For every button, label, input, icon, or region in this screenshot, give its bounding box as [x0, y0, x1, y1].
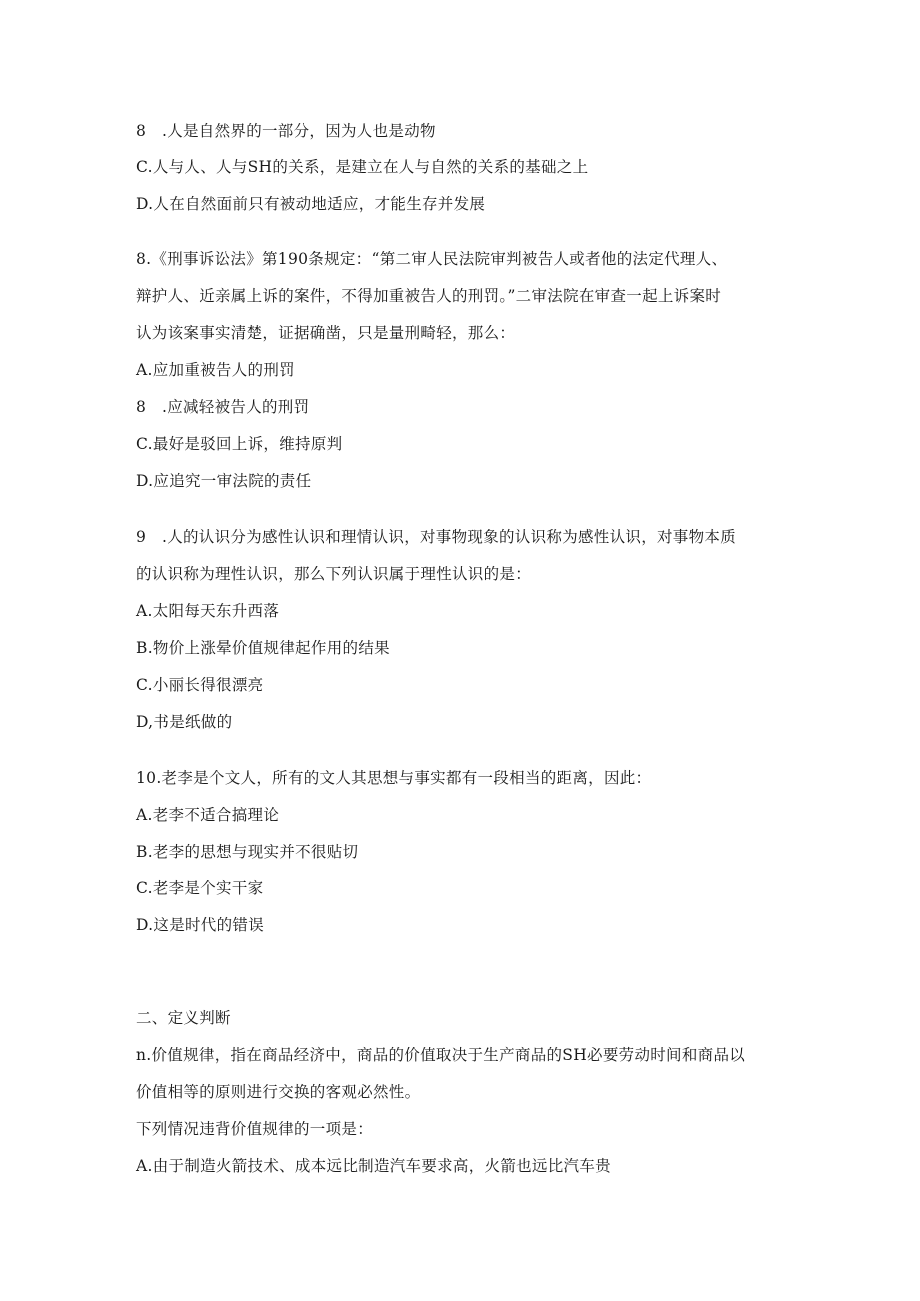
question-stem: 下列情况违背价值规律的一项是： — [136, 1120, 374, 1138]
option-line: D.应追究一审法院的责任 — [136, 472, 312, 490]
definition-line-1: n.价值规律，指在商品经济中，商品的价值取决于生产商品的SH必要劳动时间和商品以 — [136, 1046, 746, 1064]
question-10-line: 10.老李是个文人，所有的文人其思想与事实都有一段相当的距离，因此： — [136, 769, 652, 787]
question-8-line-3: 认为该案事实清楚，证据确凿，只是量刑畸轻，那么： — [136, 324, 516, 342]
option-line: C.最好是驳回上诉，维持原判 — [136, 435, 343, 453]
option-line: 8 .应减轻被告人的刑罚 — [136, 398, 310, 416]
option-line: A.应加重被告人的刑罚 — [136, 361, 295, 379]
option-line: C.人与人、人与SH的关系，是建立在人与自然的关系的基础之上 — [136, 158, 589, 176]
option-line: C.老李是个实干家 — [136, 879, 264, 897]
option-line: A.由于制造火箭技术、成本远比制造汽车要求高，火箭也远比汽车贵 — [136, 1157, 611, 1175]
option-line: B.老李的思想与现实并不很贴切 — [136, 843, 359, 861]
option-line: 8 .人是自然界的一部分，因为人也是动物 — [136, 122, 436, 140]
question-8-line-2: 辩护人、近亲属上诉的案件，不得加重被告人的刑罚。”二审法院在审查一起上诉案时 — [136, 287, 722, 305]
option-line: C.小丽长得很漂亮 — [136, 676, 264, 694]
option-line: D.这是时代的错误 — [136, 916, 265, 934]
question-9-line-1: 9 .人的认识分为感性认识和理情认识，对事物现象的认识称为感性认识，对事物本质 — [136, 528, 736, 546]
option-line: D.人在自然面前只有被动地适应，才能生存并发展 — [136, 195, 486, 213]
option-line: B.物价上涨晕价值规律起作用的结果 — [136, 639, 390, 657]
question-9-line-2: 的认识称为理性认识，那么下列认识属于理性认识的是： — [136, 565, 532, 583]
question-8-line-1: 8.《刑事诉讼法》第190条规定：“第二审人民法院审判被告人或者他的法定代理人、 — [136, 250, 728, 268]
definition-line-2: 价值相等的原则进行交换的客观必然性。 — [136, 1083, 421, 1101]
section-heading: 二、定义判断 — [136, 1009, 231, 1027]
option-line: A.太阳每天东升西落 — [136, 602, 280, 620]
option-line: D,书是纸做的 — [136, 713, 233, 731]
option-line: A.老李不适合搞理论 — [136, 806, 280, 824]
